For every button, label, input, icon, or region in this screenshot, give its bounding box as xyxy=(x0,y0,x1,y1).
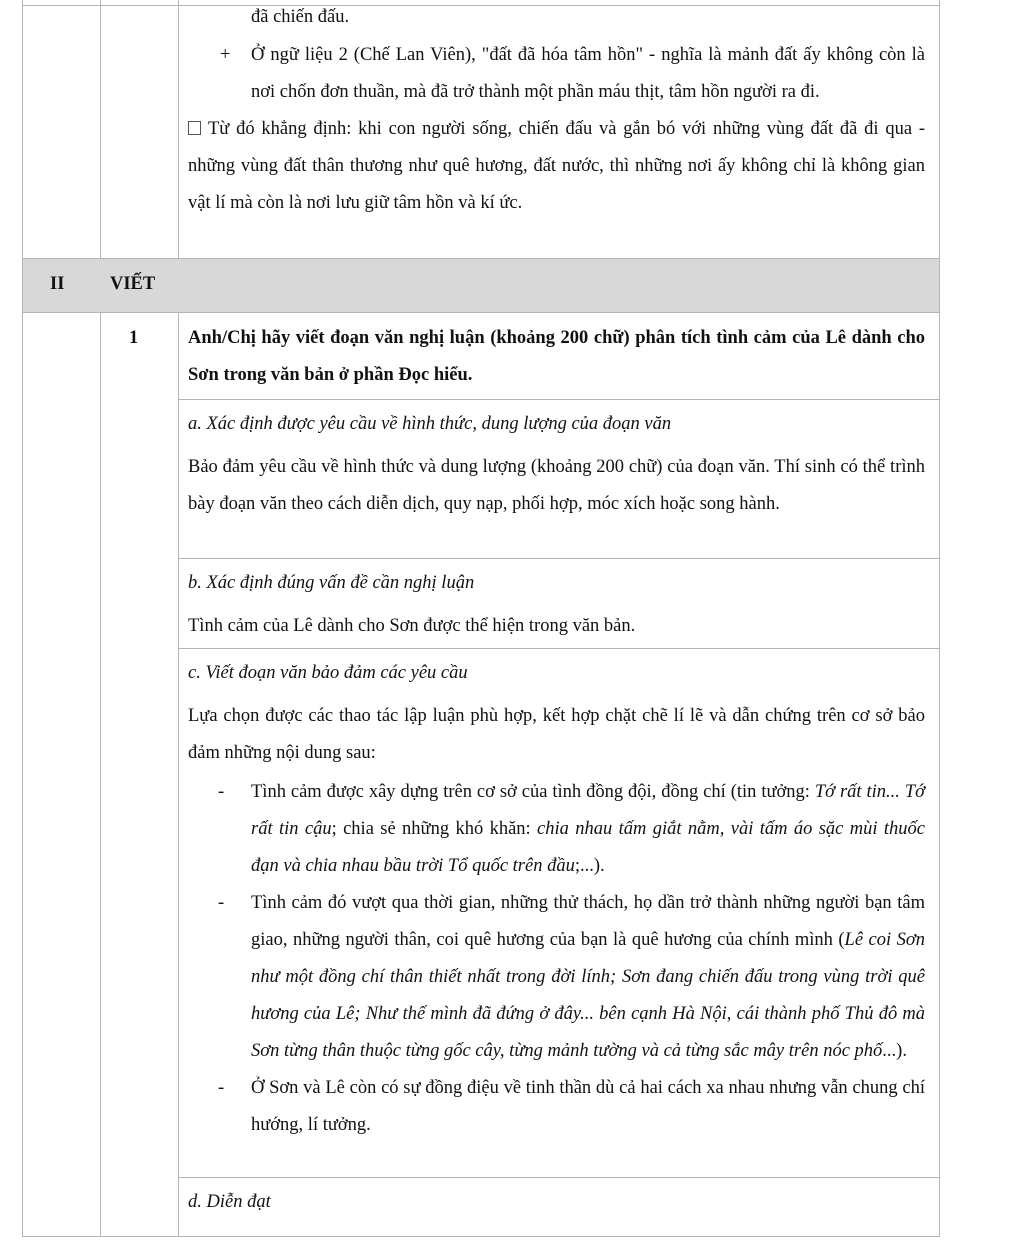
row-line-b xyxy=(178,558,940,559)
row-line-section-ii-top xyxy=(22,258,940,259)
bullet-1-text-1: Tình cảm được xây dựng trên cơ sở của tình đồng đội, đồng chí (tin tưởng: xyxy=(251,782,815,802)
question-number: 1 xyxy=(129,328,139,348)
row-line-d xyxy=(178,1177,940,1178)
conclusion-text xyxy=(188,111,925,222)
table-divider-col2 xyxy=(178,0,179,258)
criterion-c-intro: Lựa chọn được các thao tác lập luận phù hợp, kết hợp chặt chẽ lí lẽ và dẫn chứng trên cơ sở bảo đảm những nội dung sau: xyxy=(188,706,925,763)
bullet-1-quote-2: chia nhau tấm giắt nằm, vài tấm áo sặc mùi thuốc đạn và chia nhau bầu trời Tổ quốc trên đầu xyxy=(251,819,925,876)
previous-line: đã chiến đấu. xyxy=(251,7,350,27)
row-line-bottom xyxy=(22,1236,940,1237)
bullet-2-text-2: ...). xyxy=(882,1041,907,1061)
row-line-section-ii-bottom xyxy=(22,312,940,313)
plus-bullet-text: Ở ngữ liệu 2 (Chế Lan Viên), "đất đã hóa tâm hồn" - nghĩa là mảnh đất ấy không còn là nơi chốn đơn thuần, mà đã trở thành một phần máu thịt, tâm hồn người ra đi. xyxy=(251,45,925,102)
table-border-right xyxy=(939,0,940,1236)
section-ii-header-row xyxy=(23,258,939,312)
dash-marker: - xyxy=(218,782,225,802)
criterion-b-body: Tình cảm của Lê dành cho Sơn được thể hiện trong văn bản. xyxy=(188,616,636,636)
question-prompt: Anh/Chị hãy viết đoạn văn nghị luận (khoảng 200 chữ) phân tích tình cảm của Lê dành cho Sơn trong văn bản ở phần Đọc hiểu. xyxy=(188,328,925,385)
criterion-b-title: b. Xác định đúng vấn đề cần nghị luận xyxy=(188,573,475,593)
criterion-a-title: a. Xác định được yêu cầu về hình thức, dung lượng của đoạn văn xyxy=(188,414,672,434)
criterion-a xyxy=(188,406,925,523)
row-line-a xyxy=(178,399,940,400)
criterion-a-body: Bảo đảm yêu cầu về hình thức và dung lượng (khoảng 200 chữ) của đoạn văn. Thí sinh có thể trình bày đoạn văn theo cách diễn dịch, quy nạp, phối hợp, móc xích hoặc song hành. xyxy=(188,457,925,514)
criterion-c-title: c. Viết đoạn văn bảo đảm các yêu cầu xyxy=(188,663,468,683)
criterion-c-bullet-1 xyxy=(188,774,925,885)
bullet-1-quote-1: Tớ rất tin... Tớ rất tin cậu xyxy=(251,782,925,839)
table-divider-col1 xyxy=(100,0,101,1236)
plus-bullet xyxy=(188,37,925,111)
bullet-2-text-1: Tình cảm đó vượt qua thời gian, những thử thách, họ dần trở thành những người bạn tâm giao, những người thân, coi quê hương của bạn là quê hương của chính mình ( xyxy=(251,893,925,950)
row-line-c xyxy=(178,648,940,649)
section-title: VIẾT xyxy=(110,274,156,294)
criterion-b xyxy=(188,565,925,645)
criterion-c xyxy=(188,655,925,1144)
table-border-left xyxy=(22,0,23,1236)
criterion-d-title: d. Diễn đạt xyxy=(188,1192,271,1212)
criterion-c-bullet-2 xyxy=(188,885,925,1070)
bullet-2-quote-1: Lê coi Sơn như một đồng chí thân thiết nhất trong đời lính; Sơn đang chiến đấu trong vùng trời quê hương của Lê; Như thế mình đã đứng ở đây... bên cạnh Hà Nội, cái thành phố Thủ đô mà Sơn từng thân thuộc từng gốc cây, từng mảnh tường và cả từng sắc mây trên nóc phố xyxy=(251,930,925,1061)
top-text-block xyxy=(188,0,925,222)
table-divider-col2-lower xyxy=(178,312,179,1236)
checkbox-symbol-icon xyxy=(188,121,201,135)
bullet-1-text-3: ;...). xyxy=(574,856,605,876)
section-number: II xyxy=(50,274,65,294)
criterion-d xyxy=(188,1184,925,1221)
criterion-c-bullet-3 xyxy=(188,1070,925,1144)
bullet-1-text-2: ; chia sẻ những khó khăn: xyxy=(331,819,538,839)
plus-marker: + xyxy=(220,45,231,65)
dash-marker: - xyxy=(218,1078,225,1098)
bullet-3-text: Ở Sơn và Lê còn có sự đồng điệu về tinh thần dù cả hai cách xa nhau nhưng vẫn chung chí hướng, lí tưởng. xyxy=(251,1078,925,1135)
dash-marker: - xyxy=(218,893,225,913)
conclusion-body: Từ đó khẳng định: khi con người sống, chiến đấu và gắn bó với những vùng đất đã đi qua - những vùng đất thân thương như quê hương, đất nước, thì những nơi ấy không chỉ là không gian vật lí mà còn là nơi lưu giữ tâm hồn và kí ức. xyxy=(188,119,925,213)
